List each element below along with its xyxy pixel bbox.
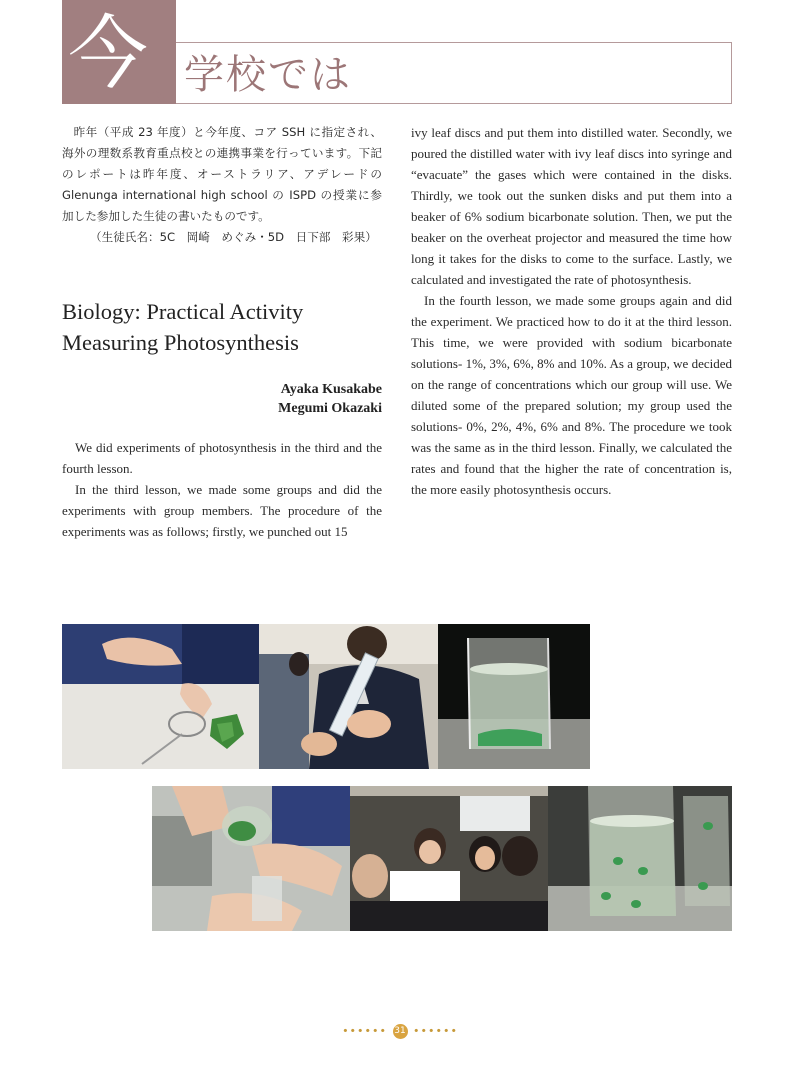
page-title: 学校では — [184, 52, 352, 98]
paragraph: ivy leaf discs and put them into distilled water. Secondly, we poured the distilled water with ivy leaf discs into syringe and “evacuate” the gases which were contained in the disks. Thirdly, we took out the sunken disks and put them into a beaker of 6% sodium bicarbonate solution. Then, we put the beaker on the overheat projector and measured the time how long it takes for the disks to come to the surface. Lastly, we calculated and investigated the rate of photosynthesis. — [411, 125, 732, 287]
article-body-right — [411, 122, 732, 500]
header-comma: 、 — [150, 54, 199, 110]
author-name: Ayaka Kusakabe — [280, 382, 382, 397]
article-title — [62, 296, 382, 358]
page-number-badge: 31 — [393, 1024, 408, 1039]
paragraph: We did experiments of photosynthesis in the third and the fourth lesson. — [62, 440, 382, 476]
photo-students-classroom — [350, 786, 548, 931]
header-big-character: 今 — [68, 7, 148, 100]
photo-leaf-punching — [62, 624, 259, 769]
page-number — [0, 1024, 800, 1039]
page-number-dots-right: •••••• — [413, 1024, 458, 1038]
page-number-dots-left: •••••• — [342, 1024, 387, 1038]
photo-beakers-discs — [548, 786, 732, 931]
article-authors — [62, 380, 382, 418]
paragraph: In the fourth lesson, we made some groups again and did the experiment. We practiced how to do it at the third lesson. This time, we were provided with sodium bicarbonate solutions- 1%, 3%, 6%, 8% and 10%. As a group, we decided on the range of concentrations which our group will use. We diluted some of the prepared solution; my group used the solutions- 0%, 2%, 4%, 6% and 8%. The procedure we took was the same as in the third lesson. Finally, we calculated the rates and found that the higher the rate of concentration is, the more easily photosynthesis occurs. — [411, 293, 732, 497]
intro-authors: （生徒氏名：5C 岡崎 めぐみ・5D 日下部 彩果） — [90, 230, 377, 244]
photo-syringe — [259, 624, 438, 769]
author-name: Megumi Okazaki — [278, 401, 382, 416]
article-title-line2: Measuring Photosynthesis — [62, 330, 299, 355]
photo-beaker — [438, 624, 590, 769]
intro-section — [62, 122, 382, 248]
article-body-left — [62, 437, 382, 542]
paragraph: In the third lesson, we made some groups and did the experiments with group members. The procedure of the experiments was as follows; firstly, we punched out 15 — [62, 482, 382, 539]
article-title-line1: Biology: Practical Activity — [62, 299, 304, 324]
intro-text: 昨年（平成 23 年度）と今年度、コア SSH に指定され、海外の理数系教育重点校との連携事業を行っています。下記のレポートは昨年度、オーストラリア、アデレードの Glenunga international high school の ISPD の授業に参加した参加した生徒の書いたものです。 — [62, 125, 382, 223]
photo-pouring-discs — [152, 786, 350, 931]
